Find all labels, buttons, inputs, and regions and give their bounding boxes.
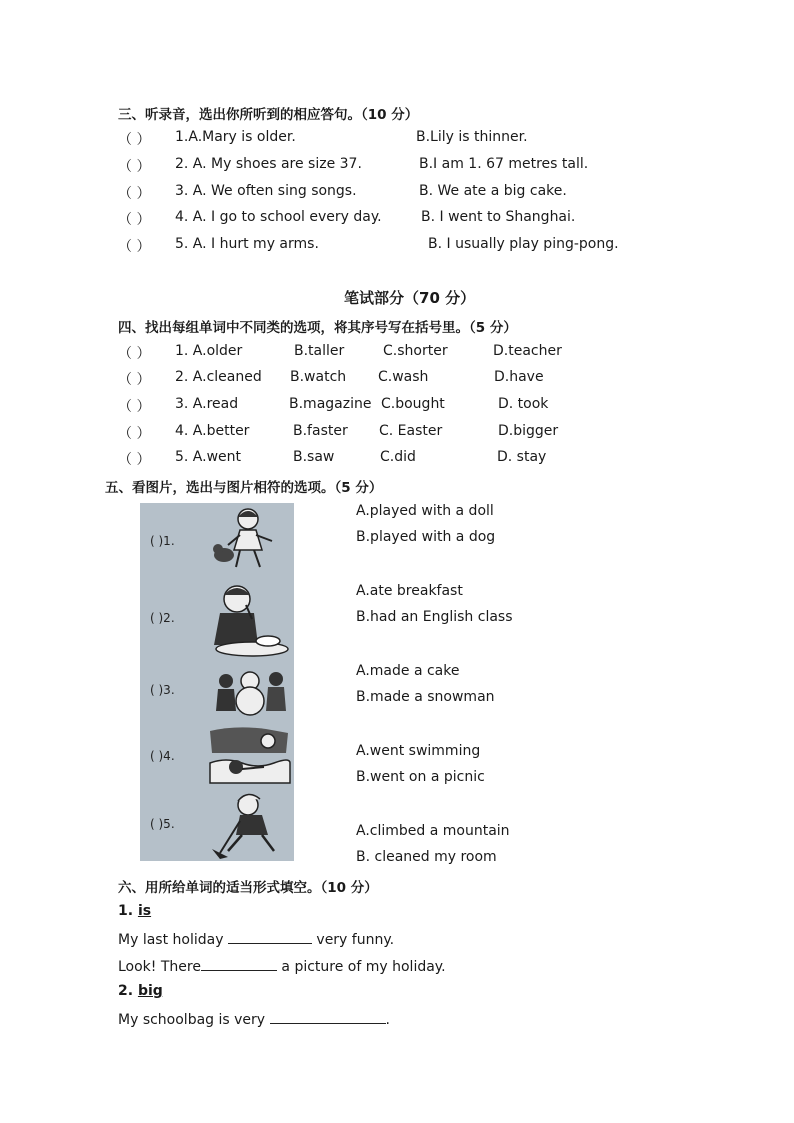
section6-heading: 六、用所给单词的适当形式填空。（10 分） (118, 880, 378, 896)
option-a: A.went swimming (356, 743, 481, 759)
sentence-start: Look! There (118, 959, 201, 975)
option-d: D.teacher (493, 343, 562, 359)
option-c: C.wash (378, 369, 429, 385)
option-a: 5. A. I hurt my arms. (175, 236, 319, 252)
option-a: 2. A. My shoes are size 37. (175, 156, 362, 172)
section4-heading: 四、找出每组单词中不同类的选项，将其序号写在括号里。（5 分） (118, 320, 517, 336)
answer-paren[interactable]: （ ） (118, 452, 151, 468)
answer-paren[interactable]: （ ） (118, 239, 151, 255)
option-d: D. stay (497, 449, 547, 465)
answer-blank[interactable] (228, 929, 312, 944)
option-b: B.had an English class (356, 609, 513, 625)
answer-paren[interactable]: （ ） (118, 399, 151, 415)
question-number: 2. (118, 983, 134, 999)
option-b: B.watch (290, 369, 347, 385)
picture-label[interactable]: ( )4. (150, 749, 175, 763)
option-a: 1.A.Mary is older. (175, 129, 296, 145)
snowman-illustration (210, 659, 292, 721)
answer-paren[interactable]: （ ） (118, 132, 151, 148)
picture-panel (140, 503, 294, 861)
option-c: C.bought (381, 396, 445, 412)
sentence-end: . (385, 1012, 390, 1028)
girl-playing-illustration (210, 505, 290, 575)
option-b: B.saw (293, 449, 335, 465)
boy-eating-illustration (202, 581, 292, 659)
section3-heading: 三、听录音，选出你所听到的相应答句。（10 分） (118, 107, 419, 123)
option-a: A.climbed a mountain (356, 823, 510, 839)
option-b: B.taller (294, 343, 345, 359)
question-2-word (118, 983, 163, 999)
sentence-start: My last holiday (118, 932, 224, 948)
option-b: B.went on a picnic (356, 769, 485, 785)
answer-blank[interactable] (201, 956, 277, 971)
sentence-start: My schoolbag is very (118, 1012, 266, 1028)
picture-label[interactable]: ( )3. (150, 683, 175, 697)
answer-paren[interactable]: （ ） (118, 346, 151, 362)
written-part-title: 笔试部分（70 分） (344, 289, 476, 307)
answer-blank[interactable] (270, 1009, 386, 1024)
option-b: B. cleaned my room (356, 849, 497, 865)
sentence-end: very funny. (316, 932, 395, 948)
picture-label[interactable]: ( )5. (150, 817, 175, 831)
answer-paren[interactable]: （ ） (118, 212, 151, 228)
option-c: C.shorter (383, 343, 448, 359)
option-a: A.played with a doll (356, 503, 494, 519)
answer-paren[interactable]: （ ） (118, 159, 151, 175)
picture-label[interactable]: ( )2. (150, 611, 175, 625)
swimming-illustration (206, 723, 292, 787)
option-a: 4. A.better (175, 423, 250, 439)
option-a: 2. A.cleaned (175, 369, 262, 385)
option-a: 4. A. I go to school every day. (175, 209, 382, 225)
fill-line (118, 929, 394, 948)
fill-line (118, 956, 446, 975)
option-c: C. Easter (379, 423, 443, 439)
answer-paren[interactable]: （ ） (118, 186, 151, 202)
option-d: D. took (498, 396, 549, 412)
option-d: D.bigger (498, 423, 559, 439)
option-b: B. I usually play ping-pong. (428, 236, 619, 252)
option-c: C.did (380, 449, 416, 465)
option-a: 1. A.older (175, 343, 243, 359)
question-1-word (118, 903, 151, 919)
option-a: 3. A. We often sing songs. (175, 183, 357, 199)
question-number: 1. (118, 903, 134, 919)
given-word: is (137, 903, 152, 919)
option-d: D.have (494, 369, 544, 385)
option-a: A.ate breakfast (356, 583, 463, 599)
option-b: B.magazine (289, 396, 372, 412)
option-b: B.faster (293, 423, 348, 439)
option-a: 3. A.read (175, 396, 239, 412)
option-b: B. We ate a big cake. (419, 183, 567, 199)
picture-label[interactable]: ( )1. (150, 534, 175, 548)
option-b: B.made a snowman (356, 689, 495, 705)
given-word: big (137, 983, 163, 999)
answer-paren[interactable]: （ ） (118, 426, 151, 442)
fill-line (118, 1009, 390, 1028)
section5-heading: 五、看图片，选出与图片相符的选项。（5 分） (105, 480, 383, 496)
option-b: B.Lily is thinner. (416, 129, 528, 145)
option-a: A.made a cake (356, 663, 460, 679)
option-a: 5. A.went (175, 449, 242, 465)
option-b: B.I am 1. 67 metres tall. (419, 156, 589, 172)
answer-paren[interactable]: （ ） (118, 372, 151, 388)
sentence-end: a picture of my holiday. (281, 959, 446, 975)
option-b: B.played with a dog (356, 529, 496, 545)
option-b: B. I went to Shanghai. (421, 209, 576, 225)
boy-cleaning-illustration (210, 791, 292, 859)
